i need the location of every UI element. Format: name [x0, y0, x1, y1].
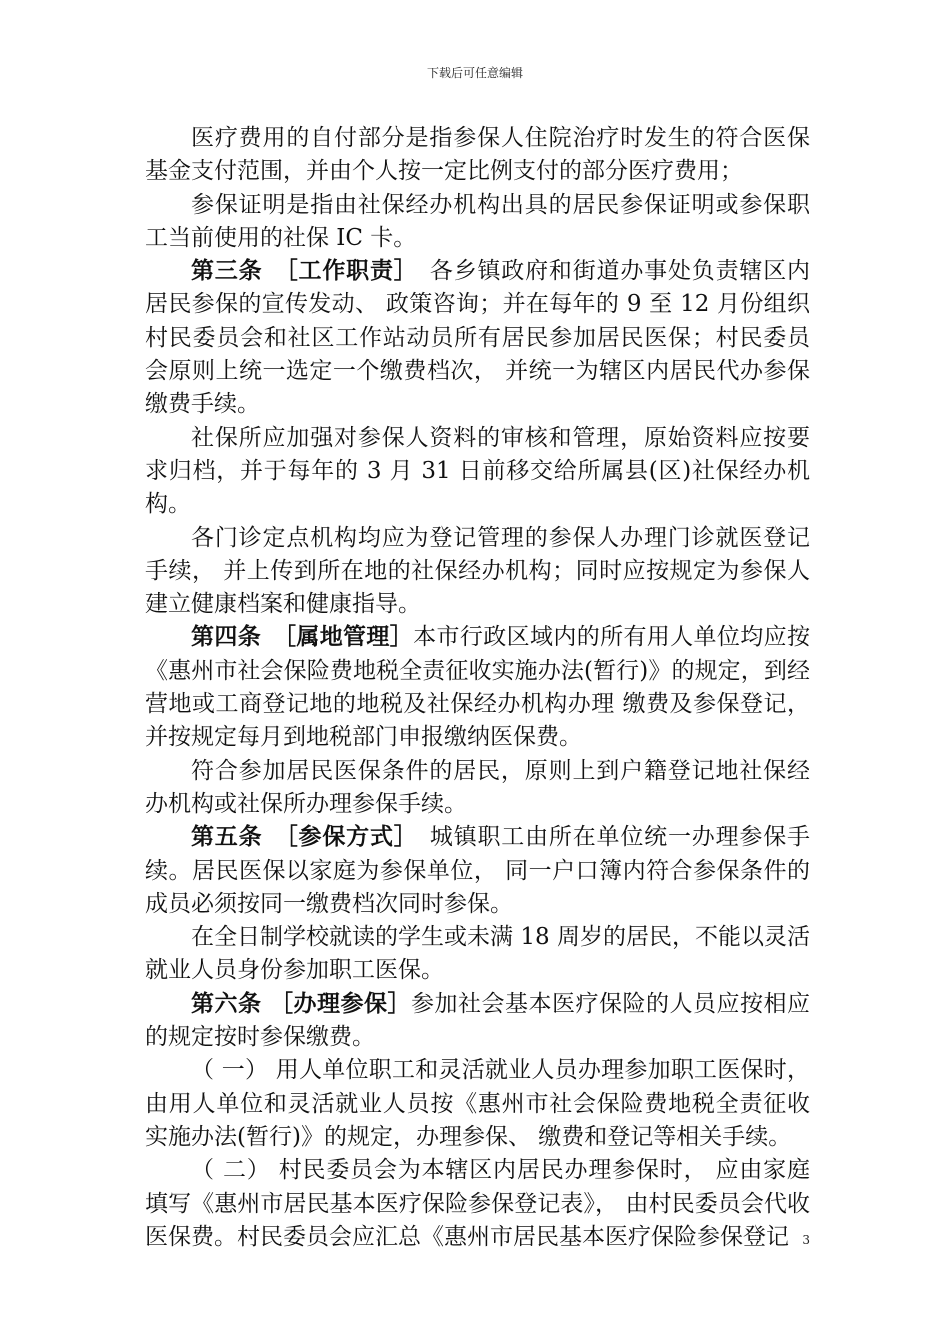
article-5 — [145, 821, 810, 921]
paragraph-text: 本市行政区域内的所有用人单位均应按《惠州市社会保险费地税全责征收实施办法(暂行)》的规定，到经营地或工商登记地的地税及社保经办机构办理 缴费及参保登记，并按规定每月到地税部门申报缴纳医保费。 — [145, 624, 811, 751]
page-header: 下载后可任意编辑 — [426, 66, 523, 80]
paragraph-text: 在全日制学校就读的学生或未满 18 周岁的居民，不能以灵活就业人员身份参加职工医保。 — [145, 924, 810, 984]
paragraph-text: 各乡镇政府和街道办事处负责辖区内居民参保的宣传发动、 政策咨询；并在每年的 9 至 12 月份组织村民委员会和社区工作站动员所有居民参加居民医保；村民委员会原则上统一选定一个缴费档次， 并统一为辖区内居民代办参保缴费手续。 — [145, 258, 811, 418]
article-label: 第六条 ［办理参保］ — [191, 990, 412, 1017]
article-label: 第三条 ［工作职责］ — [191, 258, 407, 285]
paragraph-12 — [145, 1154, 810, 1254]
paragraph-text: （ 二） 村民委员会为本辖区内居民办理参保时， 应由家庭填写《惠州市居民基本医疗保险参保登记表》， 由村民委员会代收医保费。村民委员会应汇总《惠州市居民基本医疗保险参保登记 — [145, 1157, 810, 1250]
paragraph-2 — [145, 189, 810, 256]
article-4 — [145, 621, 810, 754]
document-body — [145, 122, 810, 1254]
paragraph-7 — [145, 755, 810, 822]
paragraph-text: 社保所应加强对参保人资料的审核和管理，原始资料应按要求归档，并于每年的 3 月 31 日前移交给所属县(区)社保经办机构。 — [145, 424, 810, 518]
paragraph-5 — [145, 522, 810, 622]
paragraph-text: 参保证明是指由社保经办机构出具的居民参保证明或参保职工当前使用的社保 IC 卡。 — [145, 191, 810, 251]
paragraph-4 — [145, 422, 810, 522]
paragraph-9 — [145, 921, 810, 988]
paragraph-text: 参加社会基本医疗保险的人员应按相应的规定按时参保缴费。 — [145, 990, 811, 1051]
article-label: 第五条 ［参保方式］ — [191, 824, 407, 851]
article-3 — [145, 255, 810, 421]
article-6 — [145, 988, 810, 1055]
article-label: 第四条 ［属地管理］ — [191, 624, 414, 651]
paragraph-text: 医疗费用的自付部分是指参保人住院治疗时发生的符合医保基金支付范围，并由个人按一定比例支付的部分医疗费用； — [145, 125, 810, 185]
paragraph-11 — [145, 1054, 810, 1154]
paragraph-text: 各门诊定点机构均应为登记管理的参保人办理门诊就医登记手续， 并上传到所在地的社保经办机构；同时应按规定为参保人建立健康档案和健康指导。 — [145, 524, 810, 618]
paragraph-text: （ 一） 用人单位职工和灵活就业人员办理参加职工医保时，由用人单位和灵活就业人员按《惠州市社会保险费地税全责征收实施办法(暂行)》的规定，办理参保、 缴费和登记等相关手续。 — [145, 1057, 810, 1150]
paragraph-text: 符合参加居民医保条件的居民，原则上到户籍登记地社保经办机构或社保所办理参保手续。 — [145, 757, 810, 817]
page-number: 3 — [802, 1233, 810, 1247]
paragraph-text: 城镇职工由所在单位统一办理参保手续。居民医保以家庭为参保单位， 同一户口簿内符合参保条件的成员必须按同一缴费档次同时参保。 — [145, 824, 811, 917]
paragraph-1 — [145, 122, 810, 189]
